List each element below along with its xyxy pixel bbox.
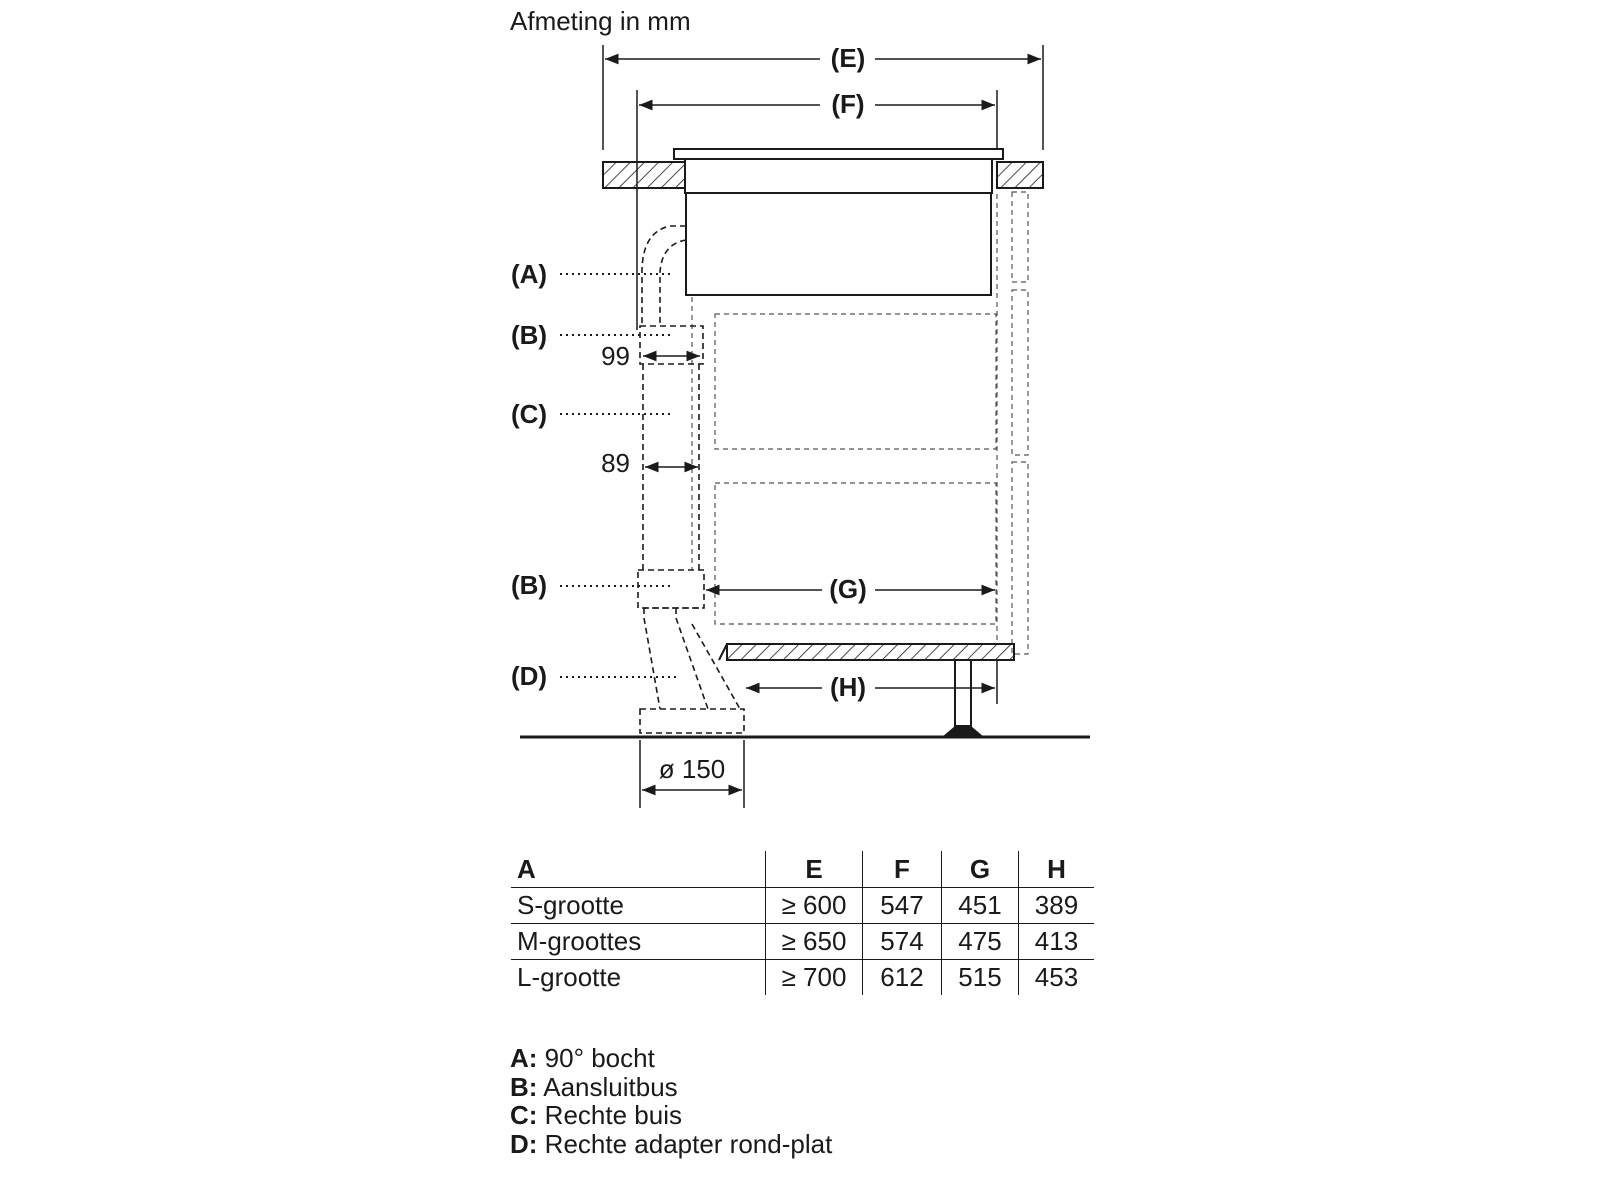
- worktop: [603, 162, 1043, 188]
- dimension-e: [603, 43, 1043, 150]
- callout-b-top: (B): [511, 320, 548, 350]
- dimensions-table: [511, 851, 1094, 995]
- legend-key: D:: [510, 1128, 538, 1159]
- table-cell: 612: [863, 960, 942, 996]
- table-cell: 451: [942, 888, 1019, 924]
- table-row: [511, 924, 1094, 960]
- legend-item: [510, 1130, 832, 1159]
- legend-item: [510, 1044, 832, 1073]
- width-99-label: 99: [601, 341, 630, 371]
- table-cell: 475: [942, 924, 1019, 960]
- legend: [510, 1044, 832, 1158]
- callout-a: (A): [511, 259, 548, 289]
- table-header: A: [517, 853, 536, 884]
- table-cell: L-grootte: [511, 960, 766, 996]
- callout-b-bottom: (B): [511, 570, 548, 600]
- table-cell: ≥ 700: [766, 960, 863, 996]
- dimension-f: [637, 89, 997, 330]
- legend-text: Rechte adapter rond-plat: [544, 1128, 833, 1159]
- dimension-g-label: (G): [829, 574, 867, 604]
- dimension-h-label: (H): [829, 672, 867, 702]
- table-cell: 515: [942, 960, 1019, 996]
- table-cell: 389: [1019, 888, 1095, 924]
- table-header-row: [511, 851, 1094, 888]
- table-cell: ≥ 600: [766, 888, 863, 924]
- table-row: [511, 960, 1094, 996]
- plinth: [719, 644, 1014, 737]
- diameter-label: ø 150: [658, 754, 726, 784]
- legend-item: [510, 1101, 832, 1130]
- dimension-f-label: (F): [831, 89, 865, 119]
- table-header: F: [863, 851, 942, 888]
- table-cell: 574: [863, 924, 942, 960]
- cooktop: [674, 149, 1003, 295]
- legend-item: [510, 1073, 832, 1102]
- table-header: G: [942, 851, 1019, 888]
- legend-text: 90° bocht: [544, 1043, 655, 1073]
- callout-c: (C): [511, 399, 548, 429]
- legend-text: Aansluitbus: [543, 1071, 678, 1102]
- callout-d: (D): [511, 661, 548, 691]
- dimension-h: [746, 672, 995, 702]
- legend-text: Rechte buis: [544, 1100, 682, 1130]
- table-header: H: [1019, 851, 1095, 888]
- table-cell: 413: [1019, 924, 1095, 960]
- table-row: [511, 888, 1094, 924]
- width-89-label: 89: [601, 448, 630, 478]
- callouts: [511, 259, 680, 691]
- legend-key: C:: [510, 1100, 538, 1130]
- duct-widths: [601, 341, 700, 478]
- dimension-g: [706, 574, 995, 604]
- table-cell: 547: [863, 888, 942, 924]
- table-cell: M-groottes: [511, 924, 766, 960]
- table-cell: ≥ 650: [766, 924, 863, 960]
- dimension-e-label: (E): [830, 43, 866, 73]
- unit-title: Afmeting in mm: [510, 6, 691, 36]
- table-header: E: [766, 851, 863, 888]
- legend-key: A:: [510, 1043, 538, 1073]
- table-cell: S-grootte: [511, 888, 766, 924]
- legend-key: B:: [510, 1071, 538, 1102]
- duct-diameter: [640, 740, 744, 808]
- table-cell: 453: [1019, 960, 1095, 996]
